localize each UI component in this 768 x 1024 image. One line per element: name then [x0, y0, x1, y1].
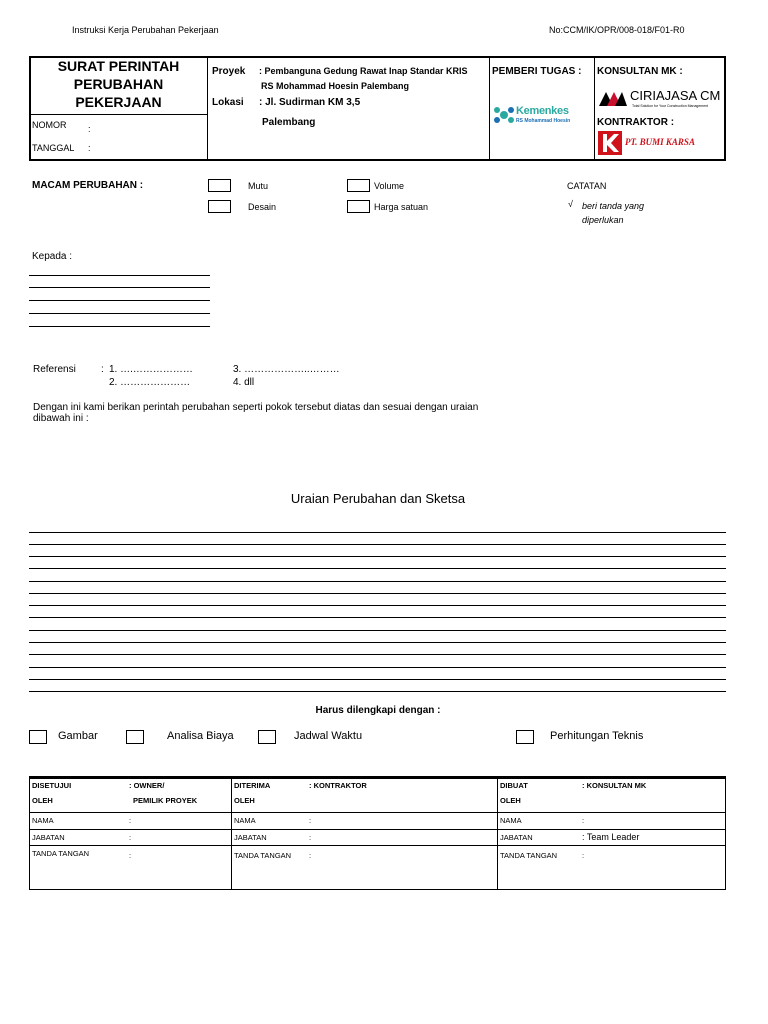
kemenkes-logo-subtext: RS Mohammad Hoesin [516, 118, 571, 124]
disetujui-header-a: DISETUJUI [32, 781, 72, 790]
catatan-note-line2: diperlukan [582, 215, 624, 225]
doc-reference-left: Instruksi Kerja Perubahan Pekerjaan [72, 25, 219, 35]
dibuat-header-b: OLEH [500, 796, 521, 805]
proyek-label: Proyek [212, 66, 246, 77]
pemberi-tugas-label: PEMBERI TUGAS : [492, 66, 582, 77]
option-harga-satuan-label: Harga satuan [374, 202, 429, 212]
dibuat-header-a: DIBUAT [500, 781, 528, 790]
form-title-line2: PERUBAHAN [73, 76, 164, 92]
nomor-value[interactable]: : [88, 124, 91, 134]
checkbox-volume[interactable] [347, 179, 370, 192]
checkbox-mutu[interactable] [208, 179, 231, 192]
kontraktor-ttd-value[interactable]: : [309, 851, 312, 860]
catatan-note-line1: beri tanda yang [582, 201, 645, 211]
referensi-item-2[interactable]: 2. ………………… [109, 377, 191, 388]
referensi-colon: : [101, 364, 104, 375]
uraian-title: Uraian Perubahan dan Sketsa [290, 491, 466, 506]
bumi-karsa-logo-text: PT. BUMI KARSA [625, 137, 695, 147]
doc-reference-number: No:CCM/IK/OPR/008-018/F01-R0 [549, 25, 685, 35]
kontraktor-jabatan-label: JABATAN [234, 833, 267, 842]
owner-nama-label: NAMA [32, 816, 54, 825]
kemenkes-logo [492, 104, 590, 128]
intro-text-line2: dibawah ini : [33, 413, 89, 424]
owner-role-a: : OWNER/ [129, 781, 165, 790]
proyek-line1: : Pembanguna Gedung Rawat Inap Standar KRIS [259, 66, 468, 76]
ciriajasa-logo-subtext: Total Solution for Your Construction Management [632, 104, 709, 108]
harus-item-perhitungan-teknis: Perhitungan Teknis [550, 730, 644, 742]
form-title-line1: SURAT PERINTAH [57, 58, 180, 74]
form-title-line3: PEKERJAAN [75, 94, 162, 110]
owner-role-b: PEMILIK PROYEK [133, 796, 198, 805]
owner-ttd-value[interactable]: : [129, 851, 132, 860]
harus-item-analisa-biaya: Analisa Biaya [167, 730, 234, 742]
harus-item-jadwal-waktu: Jadwal Waktu [294, 730, 363, 742]
macam-perubahan-label: MACAM PERUBAHAN : [32, 180, 144, 191]
konsultan-ttd-label: TANDA TANGAN [500, 851, 558, 860]
option-mutu-label: Mutu [248, 181, 269, 191]
kemenkes-logo-text: Kemenkes [516, 105, 569, 117]
bumi-karsa-emblem-icon [598, 131, 622, 155]
referensi-item-1[interactable]: 1. ….……………… [109, 364, 193, 375]
owner-nama-value[interactable]: : [129, 816, 132, 825]
lokasi-label: Lokasi [212, 97, 244, 108]
kepada-label: Kepada : [32, 251, 73, 262]
owner-jabatan-label: JABATAN [32, 833, 65, 842]
owner-ttd-label: TANDA TANGAN [32, 849, 90, 858]
ciriajasa-logo [598, 88, 720, 112]
konsultan-jabatan-label: JABATAN [500, 833, 533, 842]
kontraktor-label: KONTRAKTOR : [597, 117, 675, 128]
ciriajasa-logo-text: CIRIAJASA CM [630, 88, 721, 103]
bumi-karsa-logo [598, 131, 714, 155]
tanggal-value[interactable]: : [88, 143, 91, 153]
proyek-line2: RS Mohammad Hoesin Palembang [261, 81, 410, 91]
konsultan-nama-label: NAMA [500, 816, 522, 825]
diterima-header-a: DITERIMA [234, 781, 271, 790]
diterima-header-b: OLEH [234, 796, 255, 805]
konsultan-jabatan-value[interactable]: : Team Leader [582, 832, 640, 842]
kontraktor-nama-value[interactable]: : [309, 816, 312, 825]
checkbox-jadwal-waktu[interactable] [258, 730, 276, 744]
konsultan-role: : KONSULTAN MK [582, 781, 647, 790]
konsultan-label: KONSULTAN MK : [597, 66, 683, 77]
kontraktor-role: : KONTRAKTOR [309, 781, 367, 790]
checkbox-perhitungan-teknis[interactable] [516, 730, 534, 744]
check-mark-icon: √ [568, 199, 573, 209]
owner-jabatan-value[interactable]: : [129, 833, 132, 842]
referensi-label: Referensi [33, 364, 76, 375]
intro-text-line1: Dengan ini kami berikan perintah perubahan seperti pokok tersebut diatas dan sesuai dengan uraian [33, 402, 479, 413]
catatan-label: CATATAN [567, 181, 607, 191]
disetujui-header-b: OLEH [32, 796, 53, 805]
kontraktor-jabatan-value[interactable]: : [309, 833, 312, 842]
nomor-label: NOMOR [32, 120, 67, 130]
harus-item-gambar: Gambar [58, 730, 98, 742]
lokasi-line2: Palembang [262, 117, 316, 128]
option-volume-label: Volume [374, 181, 405, 191]
checkbox-desain[interactable] [208, 200, 231, 213]
referensi-item-4: 4. dll [233, 377, 255, 388]
checkbox-analisa-biaya[interactable] [126, 730, 144, 744]
lokasi-line1: : Jl. Sudirman KM 3,5 [259, 97, 361, 108]
option-desain-label: Desain [248, 202, 277, 212]
kontraktor-nama-label: NAMA [234, 816, 256, 825]
checkbox-gambar[interactable] [29, 730, 47, 744]
harus-dilengkapi-label: Harus dilengkapi dengan : [315, 705, 441, 716]
kontraktor-ttd-label: TANDA TANGAN [234, 851, 292, 860]
checkbox-harga-satuan[interactable] [347, 200, 370, 213]
konsultan-nama-value[interactable]: : [582, 816, 585, 825]
tanggal-label: TANGGAL [32, 143, 75, 153]
ciriajasa-mark-icon [598, 90, 628, 108]
konsultan-ttd-value[interactable]: : [582, 851, 585, 860]
referensi-item-3[interactable]: 3. ………………..……… [233, 364, 340, 375]
kemenkes-emblem-icon [492, 104, 516, 126]
